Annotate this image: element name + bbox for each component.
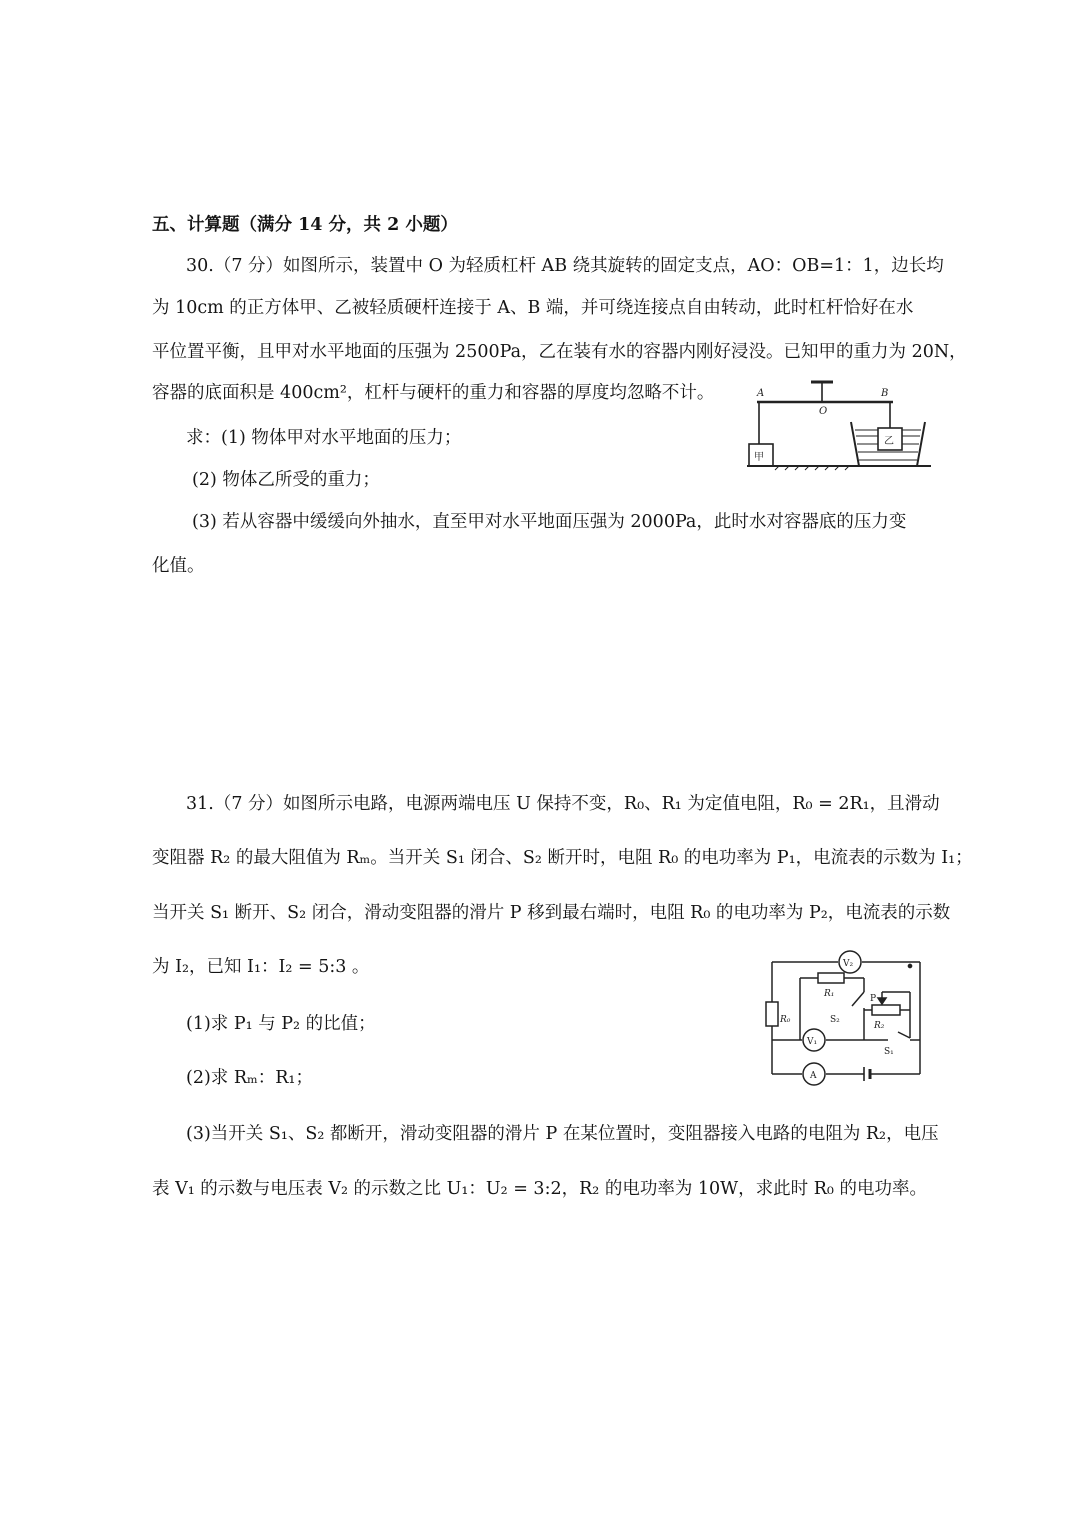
q31-line-3: 当开关 S₁ 断开、S₂ 闭合，滑动变阻器的滑片 P 移到最右端时，电阻 R₀ 的电功率为 P₂，电流表的示数 bbox=[152, 903, 951, 923]
q30-line-3: 平位置平衡，且甲对水平地面的压强为 2500Pa，乙在装有水的容器内刚好浸没。已知甲的重力为 20N， bbox=[152, 342, 967, 362]
label-r2: R₂ bbox=[874, 1021, 885, 1031]
q31-line-1: 31.（7 分）如图所示电路，电源两端电压 U 保持不变，R₀、R₁ 为定值电阻，R₀ = 2R₁，且滑动 bbox=[186, 794, 940, 814]
q31-sub3-line-1: (3)当开关 S₁、S₂ 都断开，滑动变阻器的滑片 P 在某位置时，变阻器接入电路的电阻为 R₂，电压 bbox=[186, 1124, 939, 1144]
label-b: B bbox=[881, 388, 889, 399]
q31-sub1: (1)求 P₁ 与 P₂ 的比值； bbox=[186, 1014, 376, 1034]
label-s1: S₁ bbox=[884, 1047, 894, 1057]
q30-line-1: 30.（7 分）如图所示，装置中 O 为轻质杠杆 AB 绕其旋转的固定支点，AO：OB=1：1，边长均 bbox=[186, 256, 944, 276]
label-a: A bbox=[757, 388, 765, 399]
q31-sub2: (2)求 Rₘ：R₁； bbox=[186, 1068, 313, 1088]
label-p: P bbox=[870, 994, 877, 1004]
label-r1: R₁ bbox=[824, 989, 835, 999]
q30-line-2: 为 10cm 的正方体甲、乙被轻质硬杆连接于 A、B 端，并可绕连接点自由转动，此时杠杆恰好在水 bbox=[152, 298, 914, 318]
q30-ask: 求：(1) 物体甲对水平地面的压力； bbox=[186, 428, 462, 448]
q31-sub3-line-2: 表 V₁ 的示数与电压表 V₂ 的示数之比 U₁：U₂ = 3:2，R₂ 的电功率为 10W，求此时 R₀ 的电功率。 bbox=[152, 1179, 927, 1199]
label-v2: V₂ bbox=[843, 959, 854, 969]
q31-line-2: 变阻器 R₂ 的最大阻值为 Rₘ。当开关 S₁ 闭合、S₂ 断开时，电阻 R₀ 的电功率为 P₁，电流表的示数为 I₁； bbox=[152, 848, 973, 868]
label-v1: V₁ bbox=[807, 1037, 818, 1047]
q30-sub3-line-1: (3) 若从容器中缓缓向外抽水，直至甲对水平地面压强为 2000Pa，此时水对容器底的压力变 bbox=[192, 512, 907, 532]
label-jia: 甲 bbox=[754, 452, 764, 463]
label-ammeter: A bbox=[810, 1071, 817, 1081]
label-r0: R₀ bbox=[780, 1015, 791, 1025]
q30-sub2: (2) 物体乙所受的重力； bbox=[192, 470, 380, 490]
circuit-figure bbox=[760, 948, 930, 1088]
section-title: 五、计算题（满分 14 分，共 2 小题） bbox=[152, 215, 458, 235]
q30-sub3-line-2: 化值。 bbox=[152, 556, 205, 576]
q30-line-4: 容器的底面积是 400cm²，杠杆与硬杆的重力和容器的厚度均忽略不计。 bbox=[152, 383, 715, 403]
q31-line-4: 为 I₂，已知 I₁：I₂ = 5:3 。 bbox=[152, 957, 370, 977]
label-s2: S₂ bbox=[830, 1015, 840, 1025]
label-yi: 乙 bbox=[884, 436, 894, 447]
lever-figure bbox=[745, 374, 935, 480]
label-o: O bbox=[819, 406, 828, 417]
